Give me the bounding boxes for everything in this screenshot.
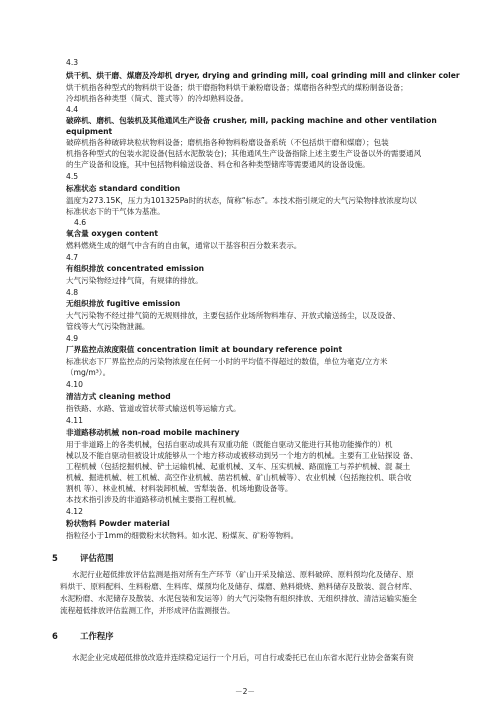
section-body-line: 水泥粉磨、水泥储存及散装、水泥包装和发运等）的大气污染物有组织排放、无组织排放、清洁运输实施全	[60, 594, 417, 603]
section-number: 4.5	[66, 172, 79, 181]
section-body-line: （mg/m³）。	[66, 368, 111, 377]
section-body-line: 管线等大气污染物泄漏。	[66, 322, 150, 331]
section-body-line: 水泥企业完成超低排放改造并连续稳定运行一个月后，可自行或委托已在山东省水泥行业协会备案有资	[72, 653, 414, 662]
section-number: 4.9	[66, 334, 79, 343]
section-title: 破碎机、磨机、包装机及其他通风生产设备 crusher, mill, packing machine and other ventilation	[66, 116, 437, 125]
page-number: －2－	[235, 687, 256, 696]
section-title: 烘干机、烘干磨、煤磨及冷却机 dryer, drying and grinding mill, coal grinding mill and clinker coler	[66, 71, 460, 80]
section-body-line: 冷却机指各种类型（简式、篦式等）的冷却熟料设备。	[66, 94, 249, 103]
section-title: 氧含量 oxygen content	[66, 229, 159, 238]
section-number: 4.8	[66, 288, 79, 297]
section-body-line: 烘干机指各种型式的物料烘干设备；烘干磨指物料烘干兼粉磨设备；煤磨指各种型式的煤粉制备设备；	[66, 83, 408, 92]
section-body-line: 机械、掘进机械、桩工机械、高空作业机械、凿岩机械、矿山机械等）、农业机械（包括拖拉机、联合收	[66, 473, 412, 482]
section-body-line: 机指各种型式的包装水泥设备(包括水泥散装仓)；其他通风生产设备指除上述主要生产设备以外的需要通风	[66, 149, 422, 158]
section-body-line: 工程机械（包括挖掘机械、铲土运输机械、起重机械、叉车、压实机械、路面施工与养护机械、混 凝土	[66, 462, 411, 471]
section-title: 粉状物料 Powder material	[66, 519, 170, 528]
section-body-line: 械以及不能自驱动但被设计成能够从一个地方移动或被移动到另一个地方的机械。主要有工业钻探设 备、	[66, 451, 418, 460]
section-number: 4.4	[66, 105, 79, 114]
section-title: 标准状态 standard condition	[66, 184, 181, 193]
chapter-title: 工作程序	[80, 631, 114, 641]
section-body-line: 水泥行业超低排放评估监测是指对所有生产环节（矿山开采及输送、原料破碎、原料预均化及储存、原	[72, 570, 414, 579]
section-body-line: 燃料燃烧生成的烟气中含有的自由氧，通常以干基容积百分数来表示。	[66, 241, 302, 250]
section-number: 4.12	[66, 507, 83, 516]
section-number: 4.10	[66, 380, 83, 389]
section-body-line: 指粒径小于1mm的细微粉末状物料。如水泥、粉煤灰、矿粉等物料。	[66, 531, 299, 540]
section-title: 无组织排放 fugitive emission	[66, 299, 181, 308]
section-number: 4.6	[74, 218, 87, 227]
section-body-line: 大气污染物不经过排气筒的无规则排放，主要包括作业场所物料堆存、开放式输送扬尘，以及设备、	[66, 311, 401, 320]
section-title: 非道路移动机械 non-road mobile machinery	[66, 428, 240, 437]
section-body-line: 温度为273.15K，压力为101325Pa时的状态，简称“标态”。本技术指引规定的大气污染物排放浓度均以	[66, 196, 417, 205]
section-number: 4.11	[66, 416, 83, 425]
section-body-line: 标准状态下厂界监控点的污染物浓度在任何一小时的平均值不得超过的数值，单位为毫克/立方米	[66, 357, 388, 366]
section-body-line: 流程超低排放评估监测工作，并形成评估监测报告。	[60, 606, 235, 615]
section-title: 有组织排放 concentrated emission	[66, 264, 205, 273]
section-number: 4.7	[66, 253, 79, 262]
section-body-line: 破碎机指各种破碎块粒状物料设备；磨机指各种物料粉磨设备系统（不包括烘干磨和煤磨）；包装	[66, 138, 389, 147]
section-number: 4.3	[66, 58, 79, 67]
section-title: 厂界监控点浓度限值 concentration limit at boundary reference point	[66, 345, 343, 354]
section-body-line: 割机 等）、林业机械、材料装卸机械、雪犁装备、机场地勤设备等。	[66, 484, 293, 493]
chapter-number: 5	[52, 553, 58, 563]
section-title-continued: equipment	[66, 127, 113, 136]
section-body-line: 料烘干、原料配料、生料粉磨、生料库、煤预均化及储存、煤磨、熟料煅烧、熟料储存及散装、混合材库、	[60, 582, 417, 591]
chapter-number: 6	[52, 631, 58, 641]
section-body-line: 标准状态下的干气体为基准。	[66, 207, 165, 216]
section-body-line: 大气污染物经过排气筒，有规律的排放。	[66, 276, 203, 285]
section-body-line: 的生产设备和设施，其中包括物料输送设备、料仓和各种类型储库等需要通风的设备设施。	[66, 160, 370, 169]
chapter-title: 评估范围	[80, 553, 114, 563]
section-title: 清洁方式 cleaning method	[66, 392, 171, 401]
section-body-line: 指铁路、水路、管道或管状带式输送机等运输方式。	[66, 404, 241, 413]
section-body-line: 用于非道路上的各类机械，包括自驱动或具有双重功能（既能自驱动又能进行其他功能操作的）机	[66, 440, 393, 449]
section-body-line: 本技术指引涉及的非道路移动机械主要指工程机械。	[66, 495, 241, 504]
